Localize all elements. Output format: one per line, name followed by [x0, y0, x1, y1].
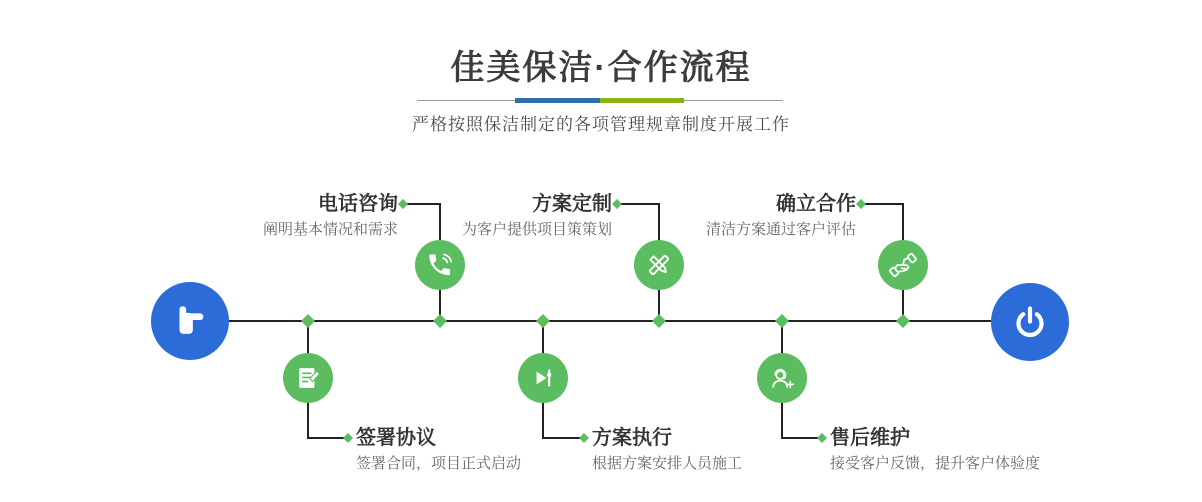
step-desc: 清洁方案通过客户评估: [705, 221, 856, 238]
power-icon: [1008, 300, 1052, 344]
phone-icon: [426, 251, 454, 279]
page-subtitle: 严格按照保洁制定的各项管理规章制度开展工作: [412, 115, 790, 134]
step-title: 售后维护: [830, 427, 910, 449]
step-label-plan-design: [462, 194, 612, 237]
step-node-sign-agreement: [283, 353, 333, 403]
step-desc: 接受客户反馈，提升客户体验度: [830, 455, 1041, 472]
step-node-plan-execute: [518, 353, 568, 403]
end-node: [991, 283, 1069, 361]
step-node-cooperation: [878, 240, 928, 290]
step-desc: 为客户提供项目策策划: [461, 221, 612, 238]
step-title: 签署协议: [356, 427, 436, 449]
headset-person-icon: [768, 364, 796, 392]
step-label-after-sales: [830, 428, 1040, 471]
step-label-sign-agreement: [356, 428, 521, 471]
page-title: 佳美保洁·合作流程: [450, 49, 752, 87]
design-tools-icon: [645, 251, 673, 279]
step-title: 电话咨询: [318, 193, 398, 215]
step-desc: 根据方案安排人员施工: [592, 455, 743, 472]
step-label-plan-execute: [592, 428, 742, 471]
pointing-hand-icon: [169, 300, 211, 342]
document-pen-icon: [294, 364, 322, 392]
play-slider-icon: [529, 364, 557, 392]
step-title: 确立合作: [776, 193, 856, 215]
step-desc: 阐明基本情况和需求: [262, 221, 398, 238]
step-node-after-sales: [757, 353, 807, 403]
step-title: 方案定制: [532, 193, 612, 215]
handshake-icon: [888, 250, 918, 280]
start-node: [151, 282, 229, 360]
step-desc: 签署合同，项目正式启动: [356, 455, 522, 472]
step-title: 方案执行: [592, 427, 672, 449]
step-label-phone-consult: [263, 194, 398, 237]
step-label-cooperation: [706, 194, 856, 237]
step-node-phone-consult: [415, 240, 465, 290]
step-node-plan-design: [634, 240, 684, 290]
